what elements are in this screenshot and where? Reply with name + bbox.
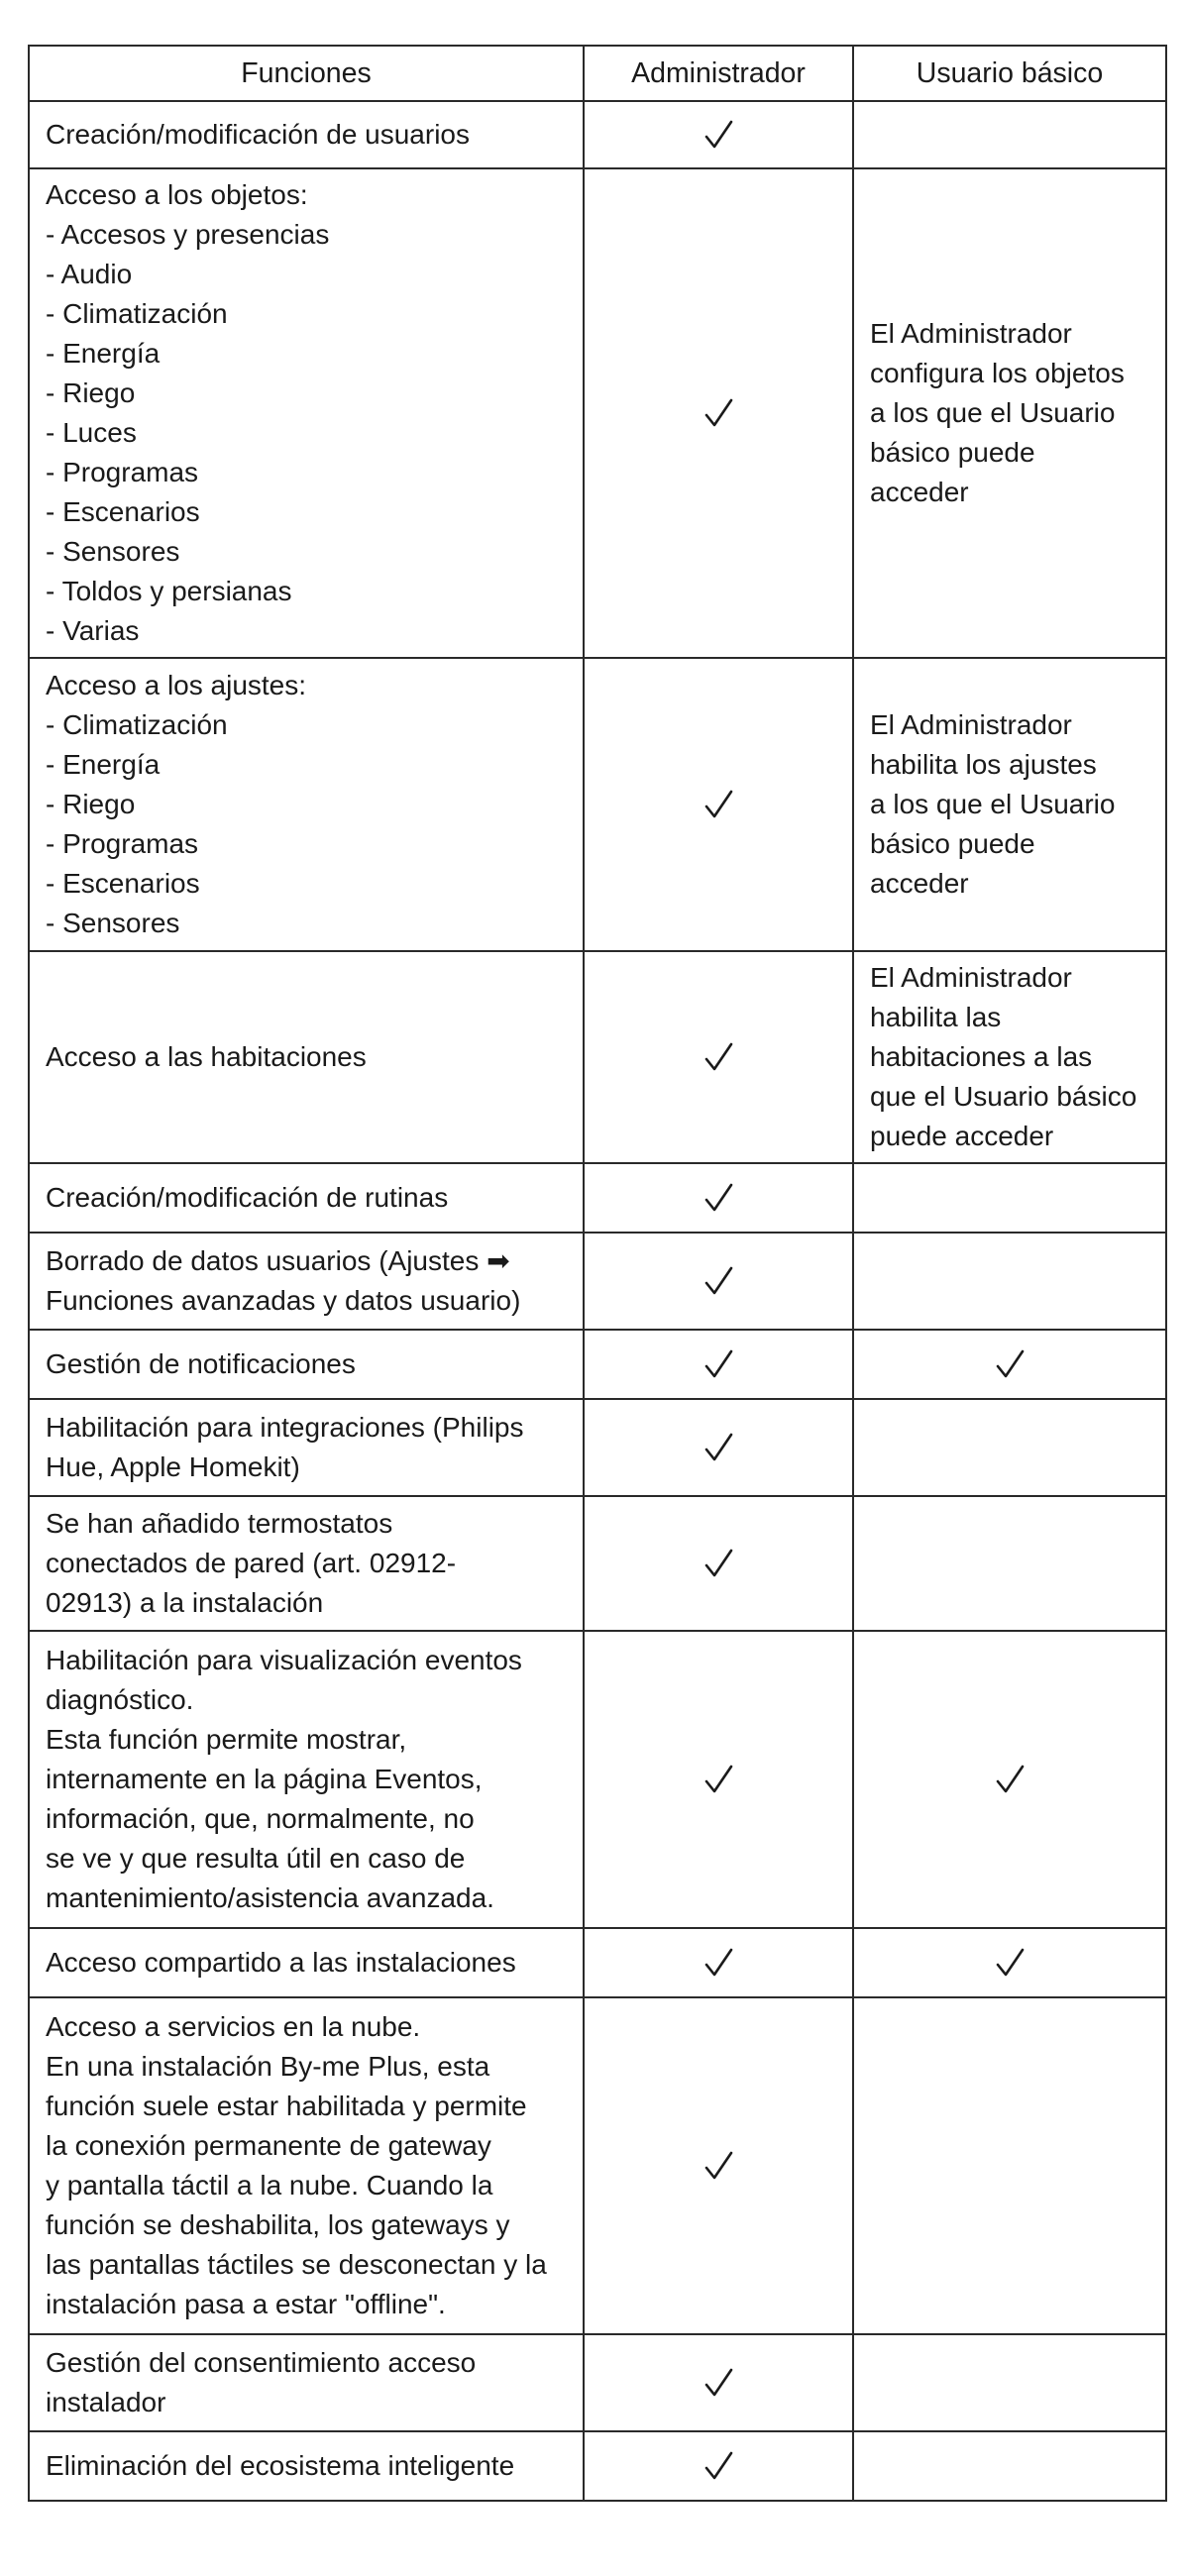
- function-cell: [29, 1399, 584, 1496]
- basic-user-note-line: habilita los ajustes: [870, 749, 1097, 780]
- basic-user-note-line: habilita las: [870, 1002, 1002, 1032]
- function-text-line: función se deshabilita, los gateways y: [46, 2209, 510, 2240]
- table-row: [29, 101, 1166, 168]
- table-row: [29, 2431, 1166, 2501]
- function-text-line: 02913) a la instalación: [46, 1587, 324, 1618]
- function-cell: [29, 2431, 584, 2501]
- checkmark-icon: [701, 394, 736, 434]
- basic-user-note-line: a los que el Usuario: [870, 397, 1116, 428]
- function-cell: [29, 658, 584, 951]
- admin-cell: [584, 168, 853, 658]
- function-text-line: instalador: [46, 2387, 166, 2417]
- function-text-line: y pantalla táctil a la nube. Cuando la: [46, 2170, 493, 2200]
- basic-user-cell: [853, 1163, 1166, 1233]
- function-text-line: Creación/modificación de usuarios: [46, 119, 470, 150]
- function-text-line: - Sensores: [46, 536, 180, 567]
- checkmark-icon: [701, 1761, 736, 1800]
- admin-cell: [584, 1399, 853, 1496]
- function-text-line: - Escenarios: [46, 496, 200, 527]
- table-body: [29, 101, 1166, 2501]
- table-row: [29, 1399, 1166, 1496]
- basic-user-note-line: básico puede: [870, 828, 1035, 859]
- function-cell: [29, 168, 584, 658]
- function-text-line: diagnóstico.: [46, 1684, 194, 1715]
- basic-user-note-line: puede acceder: [870, 1121, 1054, 1151]
- checkmark-icon: [701, 1345, 736, 1385]
- admin-cell: [584, 1631, 853, 1928]
- basic-user-cell: [853, 951, 1166, 1163]
- function-text-line: las pantallas táctiles se desconectan y la: [46, 2249, 547, 2280]
- function-text-line: la conexión permanente de gateway: [46, 2130, 491, 2161]
- table-row: [29, 658, 1166, 951]
- basic-user-note-line: El Administrador: [870, 318, 1072, 349]
- function-text-line: - Energía: [46, 749, 161, 780]
- function-cell: [29, 1163, 584, 1233]
- function-text-line: En una instalación By-me Plus, esta: [46, 2051, 490, 2082]
- function-text-line: Acceso a los objetos:: [46, 179, 308, 210]
- table-row: [29, 1330, 1166, 1399]
- function-text-line: función suele estar habilitada y permite: [46, 2091, 527, 2121]
- basic-user-cell: [853, 1233, 1166, 1330]
- table-row: [29, 168, 1166, 658]
- basic-user-cell: [853, 2431, 1166, 2501]
- admin-cell: [584, 2431, 853, 2501]
- checkmark-icon: [701, 1545, 736, 1584]
- basic-user-note-line: que el Usuario básico: [870, 1081, 1137, 1112]
- basic-user-note-line: El Administrador: [870, 962, 1072, 993]
- function-text-line: - Escenarios: [46, 868, 200, 899]
- checkmark-icon: [992, 1345, 1027, 1385]
- function-text-line: - Toldos y persianas: [46, 576, 292, 606]
- function-text-line: Acceso a servicios en la nube.: [46, 2011, 421, 2042]
- admin-cell: [584, 951, 853, 1163]
- permissions-table: [28, 45, 1167, 2502]
- function-cell: [29, 1496, 584, 1631]
- basic-user-note-line: a los que el Usuario: [870, 789, 1116, 819]
- function-text-line: Acceso compartido a las instalaciones: [46, 1947, 516, 1978]
- table-row: [29, 2334, 1166, 2431]
- checkmark-icon: [701, 116, 736, 156]
- function-text-line: - Luces: [46, 417, 137, 448]
- function-text-line: Creación/modificación de rutinas: [46, 1182, 449, 1213]
- basic-user-cell: [853, 1997, 1166, 2334]
- function-text-line: Habilitación para visualización eventos: [46, 1645, 522, 1675]
- basic-user-note-line: acceder: [870, 868, 969, 899]
- admin-cell: [584, 1928, 853, 1997]
- checkmark-icon: [701, 1944, 736, 1984]
- basic-user-note-line: básico puede: [870, 437, 1035, 468]
- table-row: [29, 1631, 1166, 1928]
- function-text-line: se ve y que resulta útil en caso de: [46, 1843, 466, 1874]
- function-text-line: - Energía: [46, 338, 161, 369]
- function-cell: [29, 1928, 584, 1997]
- function-text-line: Se han añadido termostatos: [46, 1508, 393, 1539]
- basic-user-cell: [853, 1631, 1166, 1928]
- function-text-line: conectados de pared (art. 02912-: [46, 1548, 457, 1578]
- function-text-line: - Riego: [46, 377, 136, 408]
- function-cell: [29, 1330, 584, 1399]
- function-text-line: Funciones avanzadas y datos usuario): [46, 1285, 521, 1316]
- basic-user-cell: [853, 1399, 1166, 1496]
- function-text-line: Gestión del consentimiento acceso: [46, 2347, 477, 2378]
- header-admin: Administrador: [584, 46, 853, 101]
- checkmark-icon: [701, 786, 736, 825]
- function-text-line: - Programas: [46, 457, 199, 487]
- function-cell: [29, 951, 584, 1163]
- header-basic: Usuario básico: [853, 46, 1166, 101]
- table-row: [29, 1997, 1166, 2334]
- basic-user-note-line: habitaciones a las: [870, 1041, 1093, 1072]
- function-text-line: Eliminación del ecosistema inteligente: [46, 2450, 515, 2481]
- function-text-line: - Sensores: [46, 908, 180, 938]
- admin-cell: [584, 1163, 853, 1233]
- table-row: [29, 1496, 1166, 1631]
- function-text-line: - Audio: [46, 259, 133, 289]
- function-text-line: instalación pasa a estar "offline".: [46, 2289, 446, 2319]
- checkmark-icon: [701, 2147, 736, 2187]
- function-cell: [29, 1233, 584, 1330]
- function-text-line: Acceso a los ajustes:: [46, 670, 307, 700]
- checkmark-icon: [701, 1179, 736, 1219]
- function-text-line: internamente en la página Eventos,: [46, 1764, 483, 1794]
- table-row: [29, 1233, 1166, 1330]
- basic-user-note-line: El Administrador: [870, 709, 1072, 740]
- function-cell: [29, 1631, 584, 1928]
- function-text-line: Borrado de datos usuarios (Ajustes ➡: [46, 1245, 510, 1276]
- admin-cell: [584, 1233, 853, 1330]
- basic-user-note-line: configura los objetos: [870, 358, 1125, 388]
- checkmark-icon: [701, 1038, 736, 1078]
- function-text-line: Esta función permite mostrar,: [46, 1724, 407, 1755]
- function-text-line: - Accesos y presencias: [46, 219, 330, 250]
- table-row: [29, 1163, 1166, 1233]
- basic-user-cell: [853, 1496, 1166, 1631]
- header-functions: Funciones: [29, 46, 584, 101]
- admin-cell: [584, 1330, 853, 1399]
- function-text-line: - Riego: [46, 789, 136, 819]
- table-row: [29, 951, 1166, 1163]
- function-text-line: Habilitación para integraciones (Philips: [46, 1412, 524, 1443]
- function-text-line: Hue, Apple Homekit): [46, 1451, 300, 1482]
- header-row: [29, 46, 1166, 101]
- basic-user-cell: [853, 168, 1166, 658]
- admin-cell: [584, 2334, 853, 2431]
- function-text-line: - Climatización: [46, 709, 228, 740]
- function-text-line: mantenimiento/asistencia avanzada.: [46, 1882, 494, 1913]
- function-text-line: Acceso a las habitaciones: [46, 1041, 367, 1072]
- checkmark-icon: [701, 2447, 736, 2487]
- function-text-line: - Climatización: [46, 298, 228, 329]
- admin-cell: [584, 1496, 853, 1631]
- checkmark-icon: [701, 2364, 736, 2404]
- checkmark-icon: [701, 1429, 736, 1468]
- function-cell: [29, 2334, 584, 2431]
- checkmark-icon: [992, 1944, 1027, 1984]
- function-text-line: Gestión de notificaciones: [46, 1348, 356, 1379]
- basic-user-note-line: acceder: [870, 477, 969, 507]
- checkmark-icon: [701, 1262, 736, 1302]
- basic-user-cell: [853, 1928, 1166, 1997]
- function-text-line: información, que, normalmente, no: [46, 1803, 475, 1834]
- admin-cell: [584, 1997, 853, 2334]
- function-cell: [29, 101, 584, 168]
- basic-user-cell: [853, 1330, 1166, 1399]
- function-cell: [29, 1997, 584, 2334]
- basic-user-cell: [853, 658, 1166, 951]
- function-text-line: - Programas: [46, 828, 199, 859]
- checkmark-icon: [992, 1761, 1027, 1800]
- function-text-line: - Varias: [46, 615, 140, 646]
- admin-cell: [584, 101, 853, 168]
- table-row: [29, 1928, 1166, 1997]
- basic-user-cell: [853, 2334, 1166, 2431]
- basic-user-cell: [853, 101, 1166, 168]
- admin-cell: [584, 658, 853, 951]
